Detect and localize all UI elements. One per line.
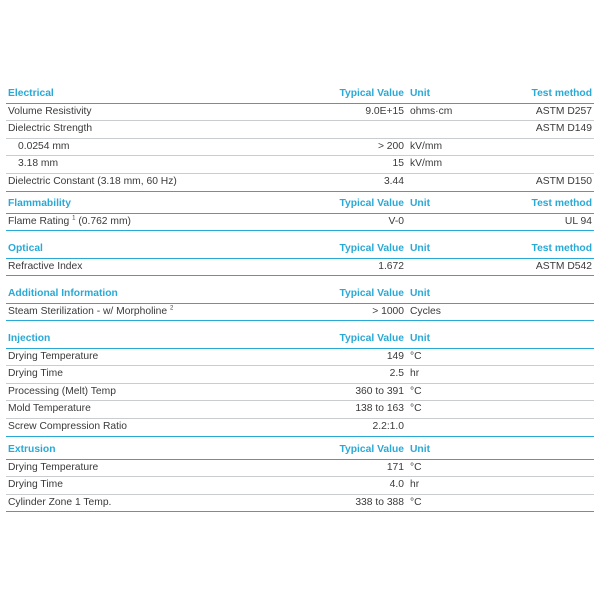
property-name: Drying Temperature <box>8 350 99 362</box>
typical-value: 2.2:1.0 <box>372 420 404 432</box>
section-additional-information <box>6 286 594 321</box>
section-header <box>6 196 594 214</box>
unit-header: Unit <box>410 88 431 99</box>
section-title: Electrical <box>8 88 54 99</box>
table-row <box>6 259 594 276</box>
table-row <box>6 495 594 512</box>
property-name: Mold Temperature <box>8 403 91 415</box>
property-name: Dielectric Strength <box>8 123 93 135</box>
typical-value: 15 <box>392 158 404 170</box>
section-title: Extrusion <box>8 444 56 455</box>
unit: kV/mm <box>410 140 443 152</box>
unit-header: Unit <box>410 243 431 254</box>
typical-value: 4.0 <box>389 479 404 491</box>
test-method: ASTM D150 <box>535 175 592 187</box>
typical-value: 338 to 388 <box>355 496 404 508</box>
table-row <box>6 156 594 174</box>
property-name: 3.18 mm <box>18 158 59 170</box>
typical-value: 3.44 <box>383 175 404 187</box>
section-title: Optical <box>8 243 43 254</box>
typical-value: 138 to 163 <box>355 403 404 415</box>
unit: hr <box>410 368 420 380</box>
unit-header: Unit <box>410 444 431 455</box>
section-title: Additional Information <box>8 288 118 299</box>
table-row <box>6 121 594 139</box>
table-row <box>6 349 594 367</box>
test-method: ASTM D149 <box>535 123 592 135</box>
section-header <box>6 331 594 349</box>
section-extrusion <box>6 442 594 512</box>
table-row <box>6 104 594 122</box>
unit: °C <box>410 403 422 415</box>
test-method-header: Test method <box>531 243 592 254</box>
table-row <box>6 304 594 321</box>
section-flammability <box>6 196 594 231</box>
typical-value: 171 <box>386 461 404 473</box>
typical-value: 2.5 <box>389 368 404 380</box>
test-method: ASTM D257 <box>535 105 592 117</box>
typical-value-header: Typical Value <box>339 243 404 254</box>
property-name <box>8 214 131 231</box>
section-optical <box>6 241 594 276</box>
unit: ohms·cm <box>410 105 453 117</box>
property-name: Drying Time <box>8 368 63 380</box>
property-name: Drying Temperature <box>8 461 99 473</box>
section-header <box>6 286 594 304</box>
section-header <box>6 241 594 259</box>
section-title: Injection <box>8 333 51 344</box>
property-name-text: Steam Sterilization - w/ Morpholine <box>8 305 168 317</box>
section-header <box>6 442 594 460</box>
table-row <box>6 477 594 495</box>
test-method: ASTM D542 <box>535 260 592 272</box>
property-name: Volume Resistivity <box>8 105 92 117</box>
typical-value: 149 <box>386 350 404 362</box>
table-row <box>6 366 594 384</box>
table-row <box>6 460 594 478</box>
section-header <box>6 86 594 104</box>
table-row <box>6 384 594 402</box>
section-electrical <box>6 86 594 192</box>
table-row <box>6 401 594 419</box>
unit: °C <box>410 350 422 362</box>
typical-value: > 1000 <box>372 305 404 317</box>
property-name-text: Flame Rating <box>8 215 70 227</box>
typical-value-header: Typical Value <box>339 88 404 99</box>
typical-value: 9.0E+15 <box>365 105 404 117</box>
unit-header: Unit <box>410 288 431 299</box>
unit: °C <box>410 496 422 508</box>
table-row <box>6 139 594 157</box>
typical-value-header: Typical Value <box>339 333 404 344</box>
unit: °C <box>410 461 422 473</box>
table-row <box>6 174 594 191</box>
test-method-header: Test method <box>531 198 592 209</box>
property-name: Processing (Melt) Temp <box>8 385 116 397</box>
typical-value-header: Typical Value <box>339 288 404 299</box>
typical-value-header: Typical Value <box>339 198 404 209</box>
typical-value: V-0 <box>388 215 404 227</box>
property-name: Screw Compression Ratio <box>8 420 128 432</box>
property-name: Refractive Index <box>8 260 83 272</box>
typical-value: 1.672 <box>378 260 404 272</box>
property-name <box>8 304 173 321</box>
section-title: Flammability <box>8 198 71 209</box>
unit: Cycles <box>410 305 441 317</box>
typical-value: 360 to 391 <box>355 385 404 397</box>
property-name: Cylinder Zone 1 Temp. <box>8 496 112 508</box>
property-name: Dielectric Constant (3.18 mm, 60 Hz) <box>8 175 177 187</box>
test-method: UL 94 <box>564 215 592 227</box>
typical-value: > 200 <box>377 140 404 152</box>
footnote-marker: 1 <box>72 215 76 222</box>
unit: kV/mm <box>410 158 443 170</box>
property-name: 0.0254 mm <box>18 140 70 152</box>
unit-header: Unit <box>410 198 431 209</box>
typical-value-header: Typical Value <box>339 444 404 455</box>
test-method-header: Test method <box>531 88 592 99</box>
unit: hr <box>410 479 420 491</box>
property-name-qualifier: (0.762 mm) <box>78 215 131 227</box>
unit-header: Unit <box>410 333 431 344</box>
table-row <box>6 419 594 436</box>
footnote-marker: 2 <box>169 305 174 312</box>
property-name: Drying Time <box>8 479 63 491</box>
table-row <box>6 214 594 231</box>
unit: °C <box>410 385 422 397</box>
section-injection <box>6 331 594 437</box>
